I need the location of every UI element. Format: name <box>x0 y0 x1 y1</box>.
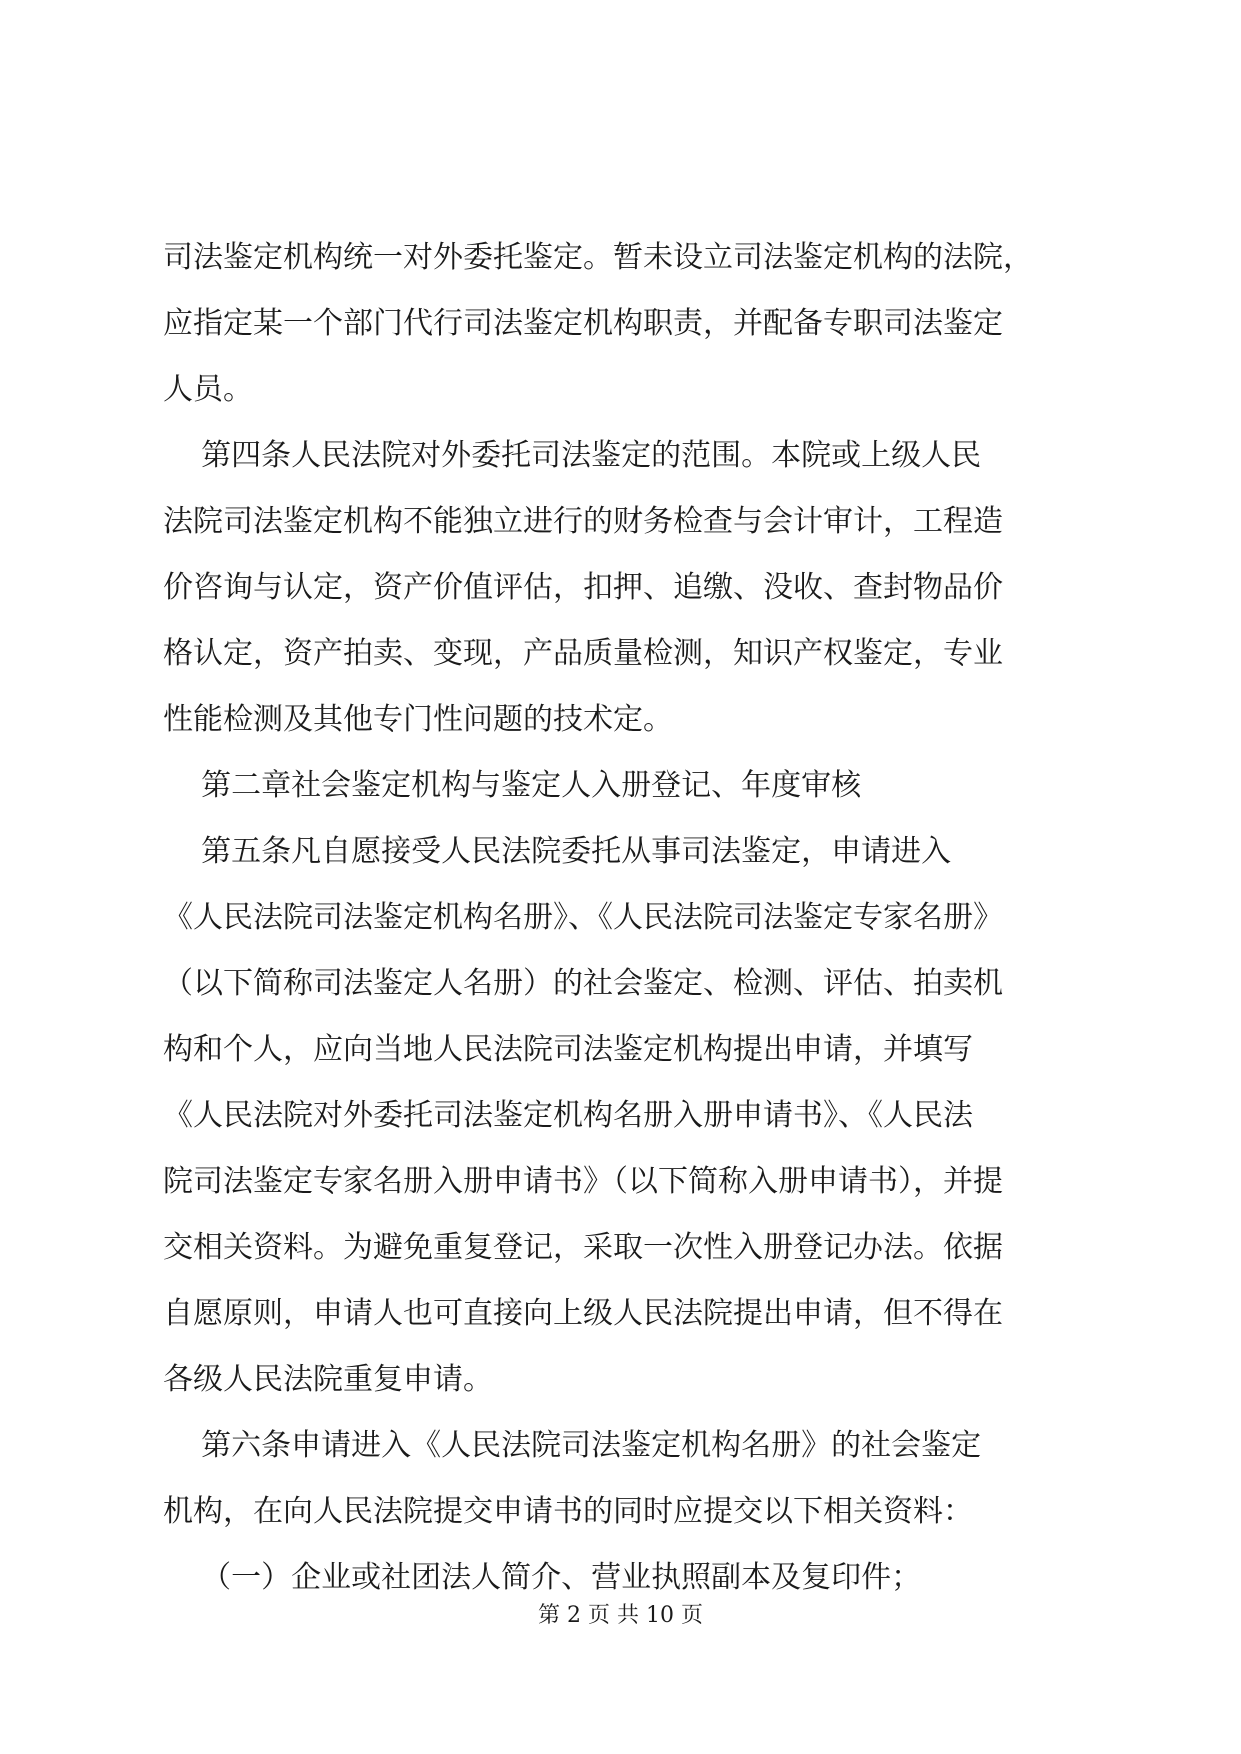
text-line: 《人民法院对外委托司法鉴定机构名册入册申请书》、《人民法 <box>163 1098 973 1133</box>
text-line: 法院司法鉴定机构不能独立进行的财务检查与会计审计，工程造 <box>163 504 1003 539</box>
body-text <box>163 225 1088 1611</box>
text-line: 司法鉴定机构统一对外委托鉴定。暂未设立司法鉴定机构的法院， <box>163 240 1033 275</box>
text-line: 第六条申请进入《人民法院司法鉴定机构名册》的社会鉴定 <box>163 1428 982 1463</box>
text-line: 机构，在向人民法院提交申请书的同时应提交以下相关资料： <box>163 1494 973 1529</box>
text-line: 构和个人，应向当地人民法院司法鉴定机构提出申请，并填写 <box>163 1032 973 1067</box>
chapter-heading: 第二章社会鉴定机构与鉴定人入册登记、年度审核 <box>163 768 862 803</box>
text-line: （以下简称司法鉴定人名册）的社会鉴定、检测、评估、拍卖机 <box>163 966 1003 1001</box>
text-line: 人员。 <box>163 372 253 407</box>
text-line: 交相关资料。为避免重复登记，采取一次性入册登记办法。依据 <box>163 1230 1003 1265</box>
page-number: 第 2 页 共 10 页 <box>538 1603 703 1628</box>
text-line: 自愿原则，申请人也可直接向上级人民法院提出申请，但不得在 <box>163 1296 1003 1331</box>
text-line: （一）企业或社团法人简介、营业执照副本及复印件； <box>163 1560 922 1595</box>
text-line: 应指定某一个部门代行司法鉴定机构职责，并配备专职司法鉴定 <box>163 306 1003 341</box>
text-line: 格认定，资产拍卖、变现，产品质量检测，知识产权鉴定，专业 <box>163 636 1003 671</box>
text-line: 各级人民法院重复申请。 <box>163 1362 493 1397</box>
text-line: 价咨询与认定，资产价值评估，扣押、追缴、没收、查封物品价 <box>163 570 1003 605</box>
text-line: 第五条凡自愿接受人民法院委托从事司法鉴定，申请进入 <box>163 834 952 869</box>
text-line: 《人民法院司法鉴定机构名册》、《人民法院司法鉴定专家名册》 <box>163 900 1003 935</box>
text-line: 院司法鉴定专家名册入册申请书》（以下简称入册申请书），并提 <box>163 1164 1003 1199</box>
text-line: 性能检测及其他专门性问题的技术定。 <box>163 702 673 737</box>
text-line: 第四条人民法院对外委托司法鉴定的范围。本院或上级人民 <box>163 438 982 473</box>
